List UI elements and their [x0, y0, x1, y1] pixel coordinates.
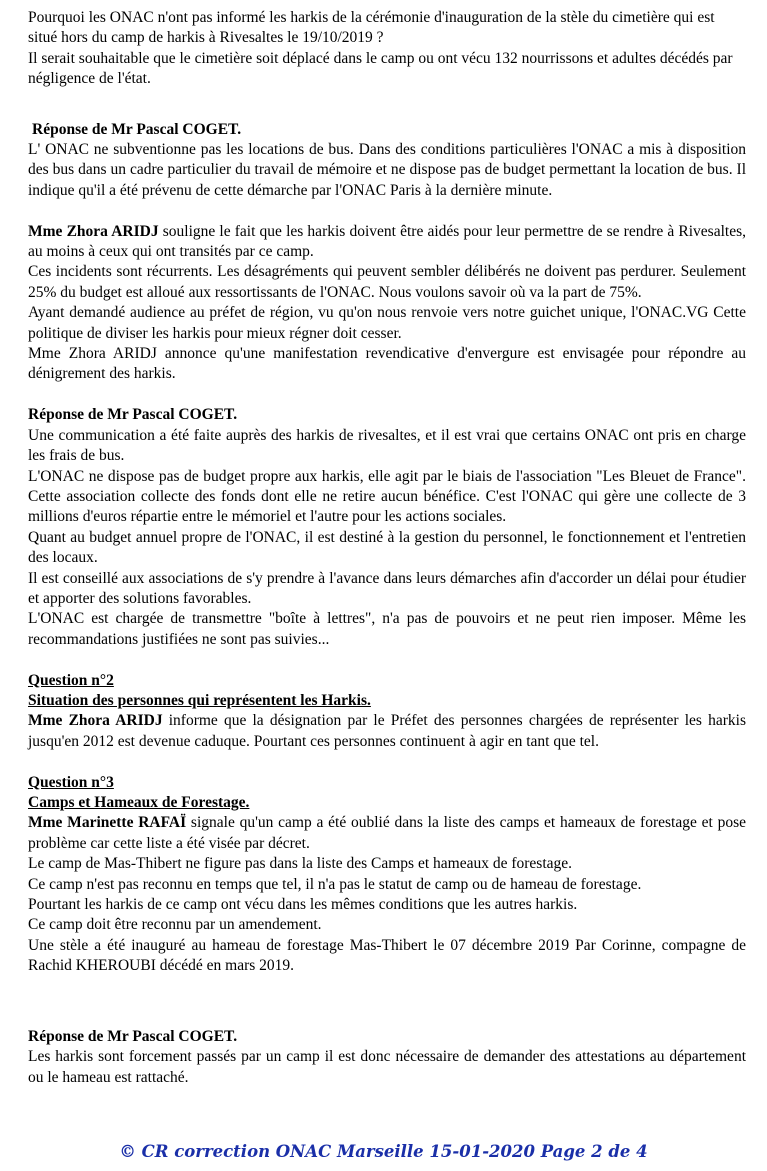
- question-2-paragraph: [28, 711, 746, 752]
- response-heading-2: Réponse de Mr Pascal COGET.: [28, 406, 238, 424]
- response-text-3: Les harkis sont forcement passés par un camp il est donc nécessaire de demander des attestations au département ou le hameau est rattaché.: [28, 1048, 746, 1086]
- aridj-text-1: souligne le fait que les harkis doivent être aidés pour leur permettre de se rendre à Rivesaltes, au moins à ceux qui ont transités par ce camp.: [28, 222, 746, 261]
- response-text-1: L' ONAC ne subventionne pas les locations de bus. Dans des conditions particulières l'ONAC a mis à disposition des bus dans un cadre particulier du travail de mémoire et ne dispose pas de budget permettant la location de bus. Il indique qu'il a été prévenu de cette démarche par l'ONAC Paris à la dernière minute.: [28, 141, 746, 199]
- question-3-paragraph-2: Le camp de Mas-Thibert ne figure pas dans la liste des Camps et hameaux de forestage.: [28, 855, 573, 873]
- aridj-paragraph-3: Ayant demandé audience au préfet de région, vu qu'on nous renvoie vers notre guichet unique, l'ONAC.VG Cette politique de diviser les harkis pour mieux régner doit cesser.: [28, 304, 746, 342]
- response-heading-1: Réponse de Mr Pascal COGET.: [32, 120, 242, 138]
- question-3-paragraph-1: [28, 813, 746, 854]
- question-3-paragraph-6: Une stèle a été inauguré au hameau de forestage Mas-Thibert le 07 décembre 2019 Par Corinne, compagne de Rachid KHEROUBI décédé en mars 2019.: [28, 936, 746, 975]
- response2-paragraph-5: L'ONAC est chargée de transmettre "boîte à lettres", n'a pas de pouvoirs et ne peut rien imposer. Même les recommandations justifiées ne sont pas suivies...: [28, 610, 746, 648]
- response2-paragraph-2: L'ONAC ne dispose pas de budget propre aux harkis, elle agit par le biais de l'association "Les Bleuet de France". Cette association collecte des fonds dont elle ne retire aucun bénéfice. C'est l'ONAC qui gère une collecte de 3 millions d'euros répartie entre le mémoriel et l'autre pour les actions sociales.: [28, 467, 746, 526]
- response2-paragraph-3: Quant au budget annuel propre de l'ONAC, il est destiné à la gestion du personnel, le fonctionnement et l'entretien des locaux.: [28, 528, 746, 567]
- question-2-number: Question n°2: [28, 671, 114, 689]
- speaker-name: Mme Zhora ARIDJ: [28, 712, 163, 730]
- question-3-text: signale qu'un camp a été oublié dans la liste des camps et hameaux de forestage et pose problème car cette liste a été visée par décret.: [28, 814, 746, 852]
- aridj-paragraph-1: [28, 222, 746, 263]
- page-footer: © CR correction ONAC Marseille 15-01-2020 Page 2 de 4: [119, 1142, 648, 1161]
- question-3-paragraph-3: Ce camp n'est pas reconnu en temps que tel, il n'a pas le statut de camp ou de hameau de forestage.: [28, 875, 642, 893]
- intro-question: Pourquoi les ONAC n'ont pas informé les harkis de la cérémonie d'inauguration de la stèle du cimetière qui est situé hors du camp de harkis à Rivesaltes le 19/10/2019 ?: [28, 9, 715, 47]
- question-3-title: Camps et Hameaux de Forestage.: [28, 793, 250, 811]
- aridj-paragraph-2: Ces incidents sont récurrents. Les désagréments qui peuvent sembler délibérés ne doivent pas perdurer. Seulement 25% du budget est alloué aux ressortissants de l'ONAC. Nous voulons savoir où va la part de 75%.: [28, 263, 746, 301]
- aridj-paragraph-4: Mme Zhora ARIDJ annonce qu'une manifestation revendicative d'envergure est envisagée pour répondre au dénigrement des harkis.: [28, 345, 746, 383]
- speaker-name: Mme Marinette RAFAÏ: [28, 814, 187, 832]
- question-3-paragraph-5: Ce camp doit être reconnu par un amendement.: [28, 916, 322, 934]
- question-3-paragraph-4: Pourtant les harkis de ce camp ont vécu dans les mêmes conditions que les autres harkis.: [28, 896, 578, 913]
- question-2-text: informe que la désignation par le Préfet des personnes chargées de représenter les harkis jusqu'en 2012 est devenue caduque. Pourtant ces personnes continuent à agir en tant que tel.: [28, 712, 746, 750]
- response2-paragraph-1: Une communication a été faite auprès des harkis de rivesaltes, et il est vrai que certains ONAC ont pris en charge les frais de bus.: [28, 426, 746, 465]
- response-heading-3: Réponse de Mr Pascal COGET.: [28, 1028, 238, 1046]
- question-2-title: Situation des personnes qui représentent les Harkis.: [28, 691, 371, 709]
- response2-paragraph-4: Il est conseillé aux associations de s'y prendre à l'avance dans leurs démarches afin d'accorder un délai pour étudier et apporter des solutions favorables.: [28, 569, 746, 607]
- question-3-number: Question n°3: [28, 773, 114, 791]
- intro-suggestion: Il serait souhaitable que le cimetière soit déplacé dans le camp ou ont vécu 132 nourrissons et adultes décédés par négligence de l'état.: [28, 49, 733, 88]
- speaker-name: Mme Zhora ARIDJ: [28, 222, 159, 240]
